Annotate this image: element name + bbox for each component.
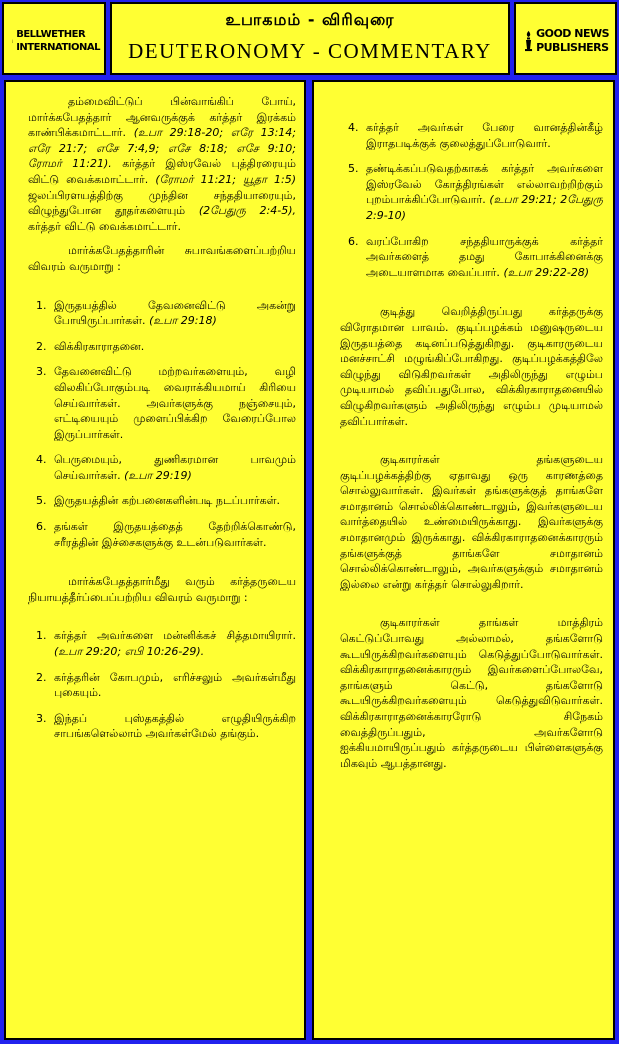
list-number: 1.	[36, 629, 47, 643]
good-news-logo	[524, 18, 611, 64]
intro-text-3: ஜலப்பிரளயத்திற்கு முந்தின சந்ததியாரையும், விழுந்துபோன தூதர்களையும்	[28, 188, 296, 218]
list-item	[28, 364, 296, 442]
judgment-list-continued	[340, 120, 603, 280]
paragraph-drunkenness: குடித்து வெறித்திருப்பது கர்த்தருக்கு விரோதமான பாவம். குடிப்பழக்கம் மனுஷருடைய இருதயத்தை கடினப்படுத்துகிறது. குடிகாரருடைய மனச்சாட்சி மழுங்கிப்போகிறது. குடிப்பழக்கத்திலே விழுந்து விடுகிறவர்கள் அதிலிருந்து எழும்ப முடியாமல் தவிப்பதுபோல, விக்கிரகாராதனையில் விழுகிறவர்களும் அதிலிருந்து எழும்ப முடியாமல் தவிப்பார்கள்.	[340, 305, 603, 428]
list-reference: (உபா 29:20; எபி 10:26-29).	[54, 645, 205, 659]
title-english: DEUTERONOMY - COMMENTARY	[128, 39, 492, 63]
intro-text-2: கர்த்தர் இஸ்ரவேல் புத்திரரையும் விட்டு வைக்கமாட்டார்.	[28, 157, 297, 186]
intro-paragraph	[28, 94, 296, 234]
list-reference: (உபா 29:21; 2பேதுரு 2:9-10)	[366, 193, 603, 222]
list-text: கர்த்தரின் கோபமும், எரிச்சலும் அவர்கள்மீது புகையும்.	[54, 670, 296, 700]
intro-text-4: கர்த்தர் விட்டு வைக்கமாட்டார்.	[28, 219, 182, 233]
list-number: 4.	[348, 121, 359, 134]
paragraph-corruption: குடிகாரர்கள் தாங்கள் மாத்திரம் கெட்டுப்போவது அல்லாமல், தங்களோடு கூடயிருக்கிறவர்களையும் கெடுத்துப்போடுவார்கள். விக்கிரகாராதனைக்காரரும் இவர்களைப்போலவே, தாங்களும் கெட்டு, தங்களோடு கூடயிருக்கிறவர்களையும் கெடுத்துவிடுவார்கள். விக்கிரகாராதனைக்காரரோடு சிநேகம் வைத்திருப்பதும், அவர்களோடு ஐக்கியமாயிருப்பதும் கர்த்தருடைய பிள்ளைகளுக்கு மிகவும் ஆபத்தானது.	[340, 616, 603, 770]
list-text: பெருமையும், துணிகரமான பாவமும் செய்வார்கள்.	[54, 453, 296, 482]
intro-reference-3: (2பேதுரு 2:4-5),	[198, 204, 296, 218]
judgment-list	[28, 628, 296, 742]
left-column	[4, 80, 306, 1040]
ram-icon	[12, 19, 13, 63]
title-tamil: உபாகமம் - விரிவுரை	[225, 10, 395, 29]
list-text: தங்கள் இருதயத்தைத் தேற்றிக்கொண்டு, சரீரத்தின் இச்சைகளுக்கு உடன்படுவார்கள்.	[54, 520, 296, 549]
good-news-logo-box	[514, 2, 617, 75]
lamp-icon	[524, 19, 533, 63]
title-box	[110, 2, 510, 75]
intro-text: தம்மைவிட்டுப் பின்வாங்கிப் போய், மார்க்கபேதத்தார் ஆனவருக்குக் கர்த்தர் இரக்கம் காண்பிக்கமாட்டார்.	[28, 95, 296, 140]
list-text: இருதயத்தின் கற்பனைகளின்படி நடப்பார்கள்.	[54, 494, 281, 508]
section-heading-traits: மார்க்கபேதத்தாரின் சுபாவங்களைப்பற்றிய விவரம் வருமாறு :	[28, 244, 296, 273]
bellwether-logo	[12, 18, 100, 64]
list-number: 6.	[36, 520, 47, 534]
list-item	[28, 670, 296, 701]
intro-reference: (உபா 29:18-20; எரே 13:14; எரே 21:7; எசே 7:4,9; எசே 8:18; எசே 9:10; ரோமர் 11:21).	[28, 126, 296, 171]
list-item	[28, 298, 296, 329]
list-item	[28, 493, 296, 509]
list-number: 4.	[36, 453, 47, 467]
list-text: தண்டிக்கப்படுவதற்காகக் கர்த்தர் அவர்களை இஸ்ரவேல் கோத்திரங்கள் எல்லாவற்றிற்கும் புறம்பாக்கிப்போடுவார்.	[366, 162, 603, 207]
traits-list	[28, 298, 296, 551]
list-item	[28, 711, 296, 742]
list-text: கர்த்தர் அவர்களை மன்னிக்கச் சித்தமாயிரார்.	[54, 629, 296, 643]
list-number: 3.	[36, 711, 47, 725]
right-column	[312, 80, 615, 1040]
list-text: தேவனைவிட்டு மற்றவர்களையும், வழி விலகிப்போகும்படி வைராக்கியமாய் கிரியை செய்வார்கள். அவர்களுக்கு நஞ்சையும், எட்டியையும் முளைப்பிக்கிற வேரைப்போல இருப்பார்கள்.	[54, 365, 296, 441]
list-text: இருதயத்தில் தேவனைவிட்டு அகன்று போயிருப்பார்கள்.	[54, 298, 296, 328]
list-number: 2.	[36, 670, 47, 684]
list-item	[340, 161, 603, 223]
list-text: வரப்போகிற சந்ததியாருக்குக் கர்த்தர் அவர்களைத் தமது கோபாக்கினைக்கு அடையாளமாக வைப்பார்.	[366, 234, 603, 279]
list-reference: (உபா 29:18)	[149, 314, 217, 328]
list-number: 1.	[36, 298, 47, 312]
bellwether-logo-box	[2, 2, 106, 75]
list-number: 5.	[348, 162, 359, 176]
section-heading-judgment: மார்க்கபேதத்தார்மீது வரும் கர்த்தருடைய நியாயத்தீர்ப்பைப்பற்றிய விவரம் வருமாறு :	[28, 575, 296, 604]
list-item	[28, 628, 296, 659]
intro-reference-2: (ரோமர் 11:21; யூதா 1:5)	[155, 172, 296, 186]
list-number: 5.	[36, 494, 47, 508]
list-reference: (உபா 29:22-28)	[503, 265, 590, 279]
list-text: கர்த்தர் அவர்கள் பேரை வானத்தின்கீழ் இராதபடிக்குக் குலைத்துப்போடுவார்.	[366, 121, 603, 150]
list-number: 6.	[348, 234, 359, 248]
list-item	[340, 120, 603, 151]
list-text: விக்கிரகாராதனை.	[54, 339, 145, 353]
list-item	[28, 519, 296, 550]
bellwether-logo-text: BELLWETHER INTERNATIONAL	[16, 29, 101, 53]
list-reference: (உபா 29:19)	[124, 468, 192, 482]
list-text: இந்தப் புஸ்தகத்தில் எழுதியிருக்கிற சாபங்களெல்லாம் அவர்கள்மேல் தங்கும்.	[54, 711, 296, 741]
list-number: 2.	[36, 339, 47, 353]
list-item	[28, 339, 296, 355]
list-item	[28, 452, 296, 483]
paragraph-excuses: குடிகாரர்கள் தங்களுடைய குடிப்பழக்கத்திற்கு ஏதாவது ஒரு காரணத்தை சொல்லுவார்கள். இவர்கள் தங்களுக்குத் தாங்களே சமாதானம் சொல்லிக்கொண்டாலும், இவர்களுடைய வார்த்தையில் உண்மையிருக்காது. இவர்களுக்கு சமாதானமும் இருக்காது. விக்கிரகாராதனைக்காரரும் தங்களுக்குத் தாங்களே சமாதானம் சொல்லிக்கொண்டாலும், அவர்களுக்கும் சமாதானம் இல்லை என்று கர்த்தர் சொல்லுகிறார்.	[340, 453, 603, 591]
list-number: 3.	[36, 365, 47, 379]
good-news-logo-text: GOOD NEWS PUBLISHERS	[536, 27, 610, 54]
list-item	[340, 234, 603, 281]
